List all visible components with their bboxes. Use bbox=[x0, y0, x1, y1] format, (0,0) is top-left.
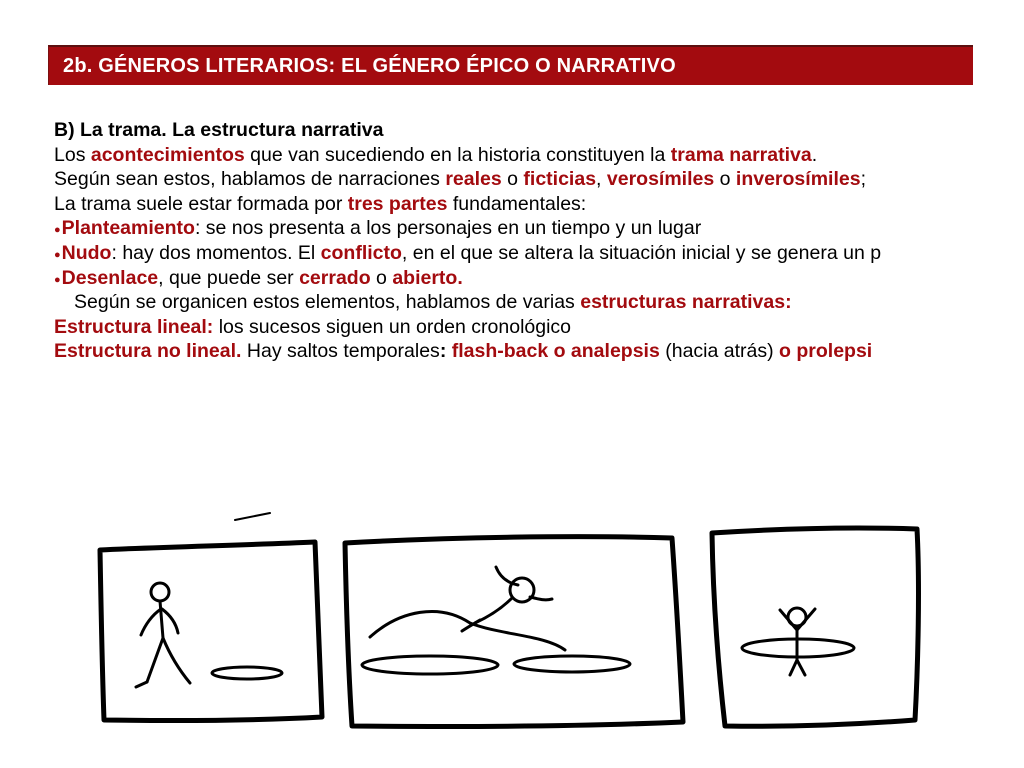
walking-figure-icon bbox=[136, 583, 190, 687]
text-run: (hacia atrás) bbox=[659, 340, 780, 363]
sketch-panel-2 bbox=[345, 537, 683, 727]
text-run: , en el que se altera la situación inicial y se genera un p bbox=[401, 241, 882, 264]
paragraph-line-1 bbox=[54, 143, 1024, 168]
text-run: Los bbox=[54, 143, 91, 166]
text-run: : se nos presenta a los personajes en un tiempo y un lugar bbox=[194, 217, 702, 240]
keyword: Estructura lineal: bbox=[54, 315, 214, 338]
text-run: La trama suele estar formada por bbox=[54, 192, 348, 215]
keyword: inverosímiles bbox=[735, 168, 861, 191]
keyword: Nudo bbox=[61, 241, 112, 264]
section-heading: B) La trama. La estructura narrativa bbox=[54, 119, 384, 141]
text-run: o bbox=[714, 168, 736, 191]
cheering-figure-icon bbox=[780, 608, 815, 675]
keyword: cerrado bbox=[299, 266, 371, 289]
bullet-nudo bbox=[54, 241, 1024, 266]
keyword: verosímiles bbox=[606, 168, 715, 191]
text-run: , bbox=[596, 168, 607, 191]
bullet-icon: ● bbox=[54, 273, 61, 286]
text-run: Hay saltos temporales bbox=[241, 340, 440, 363]
keyword: o prolepsi bbox=[779, 340, 873, 363]
keyword: trama narrativa bbox=[670, 143, 812, 166]
keyword: Desenlace bbox=[61, 266, 159, 289]
jumping-figure-icon bbox=[462, 567, 552, 631]
sketch-panel-1 bbox=[100, 513, 322, 721]
paragraph-line-3 bbox=[54, 192, 1024, 217]
text-run: ; bbox=[860, 168, 866, 191]
keyword: estructuras narrativas: bbox=[580, 291, 792, 314]
sketch-panel-3 bbox=[712, 528, 918, 726]
story-sketch bbox=[0, 495, 1024, 768]
keyword: tres partes bbox=[347, 192, 448, 215]
text-run: o bbox=[370, 266, 393, 289]
title-bar bbox=[48, 45, 973, 85]
bullet-icon: ● bbox=[54, 248, 61, 261]
slide-title: 2b. GÉNEROS LITERARIOS: EL GÉNERO ÉPICO O NARRATIVO bbox=[63, 55, 676, 77]
keyword: reales bbox=[445, 168, 502, 191]
keyword: conflicto bbox=[320, 241, 402, 264]
bullet-icon: ● bbox=[54, 224, 61, 237]
text-run: fundamentales: bbox=[447, 192, 587, 215]
keyword: Planteamiento bbox=[61, 217, 195, 240]
body-text bbox=[54, 118, 1024, 364]
text-run: los sucesos siguen un orden cronológico bbox=[213, 315, 572, 338]
text-run: que van sucediendo en la historia constituyen la bbox=[244, 143, 671, 166]
keyword: flash-back o analepsis bbox=[446, 340, 660, 363]
paragraph-line-2 bbox=[54, 167, 1024, 192]
text-run: , que puede ser bbox=[158, 266, 300, 289]
text-run: Según se organicen estos elementos, hablamos de varias bbox=[74, 291, 581, 314]
text-run: o bbox=[501, 168, 524, 191]
paragraph-line-7 bbox=[54, 290, 1024, 315]
keyword: Estructura no lineal. bbox=[54, 340, 242, 363]
bullet-planteamiento bbox=[54, 216, 1024, 241]
text-run: : hay dos momentos. El bbox=[111, 241, 321, 264]
text-run: . bbox=[811, 143, 818, 166]
keyword: abierto. bbox=[392, 266, 463, 289]
paragraph-line-8 bbox=[54, 315, 1024, 340]
keyword: ficticias bbox=[523, 168, 597, 191]
bullet-desenlace bbox=[54, 266, 1024, 291]
text-run: : bbox=[439, 340, 447, 363]
text-run: Según sean estos, hablamos de narraciones bbox=[54, 168, 446, 191]
paragraph-line-9 bbox=[54, 339, 1024, 364]
keyword: acontecimientos bbox=[90, 143, 245, 166]
